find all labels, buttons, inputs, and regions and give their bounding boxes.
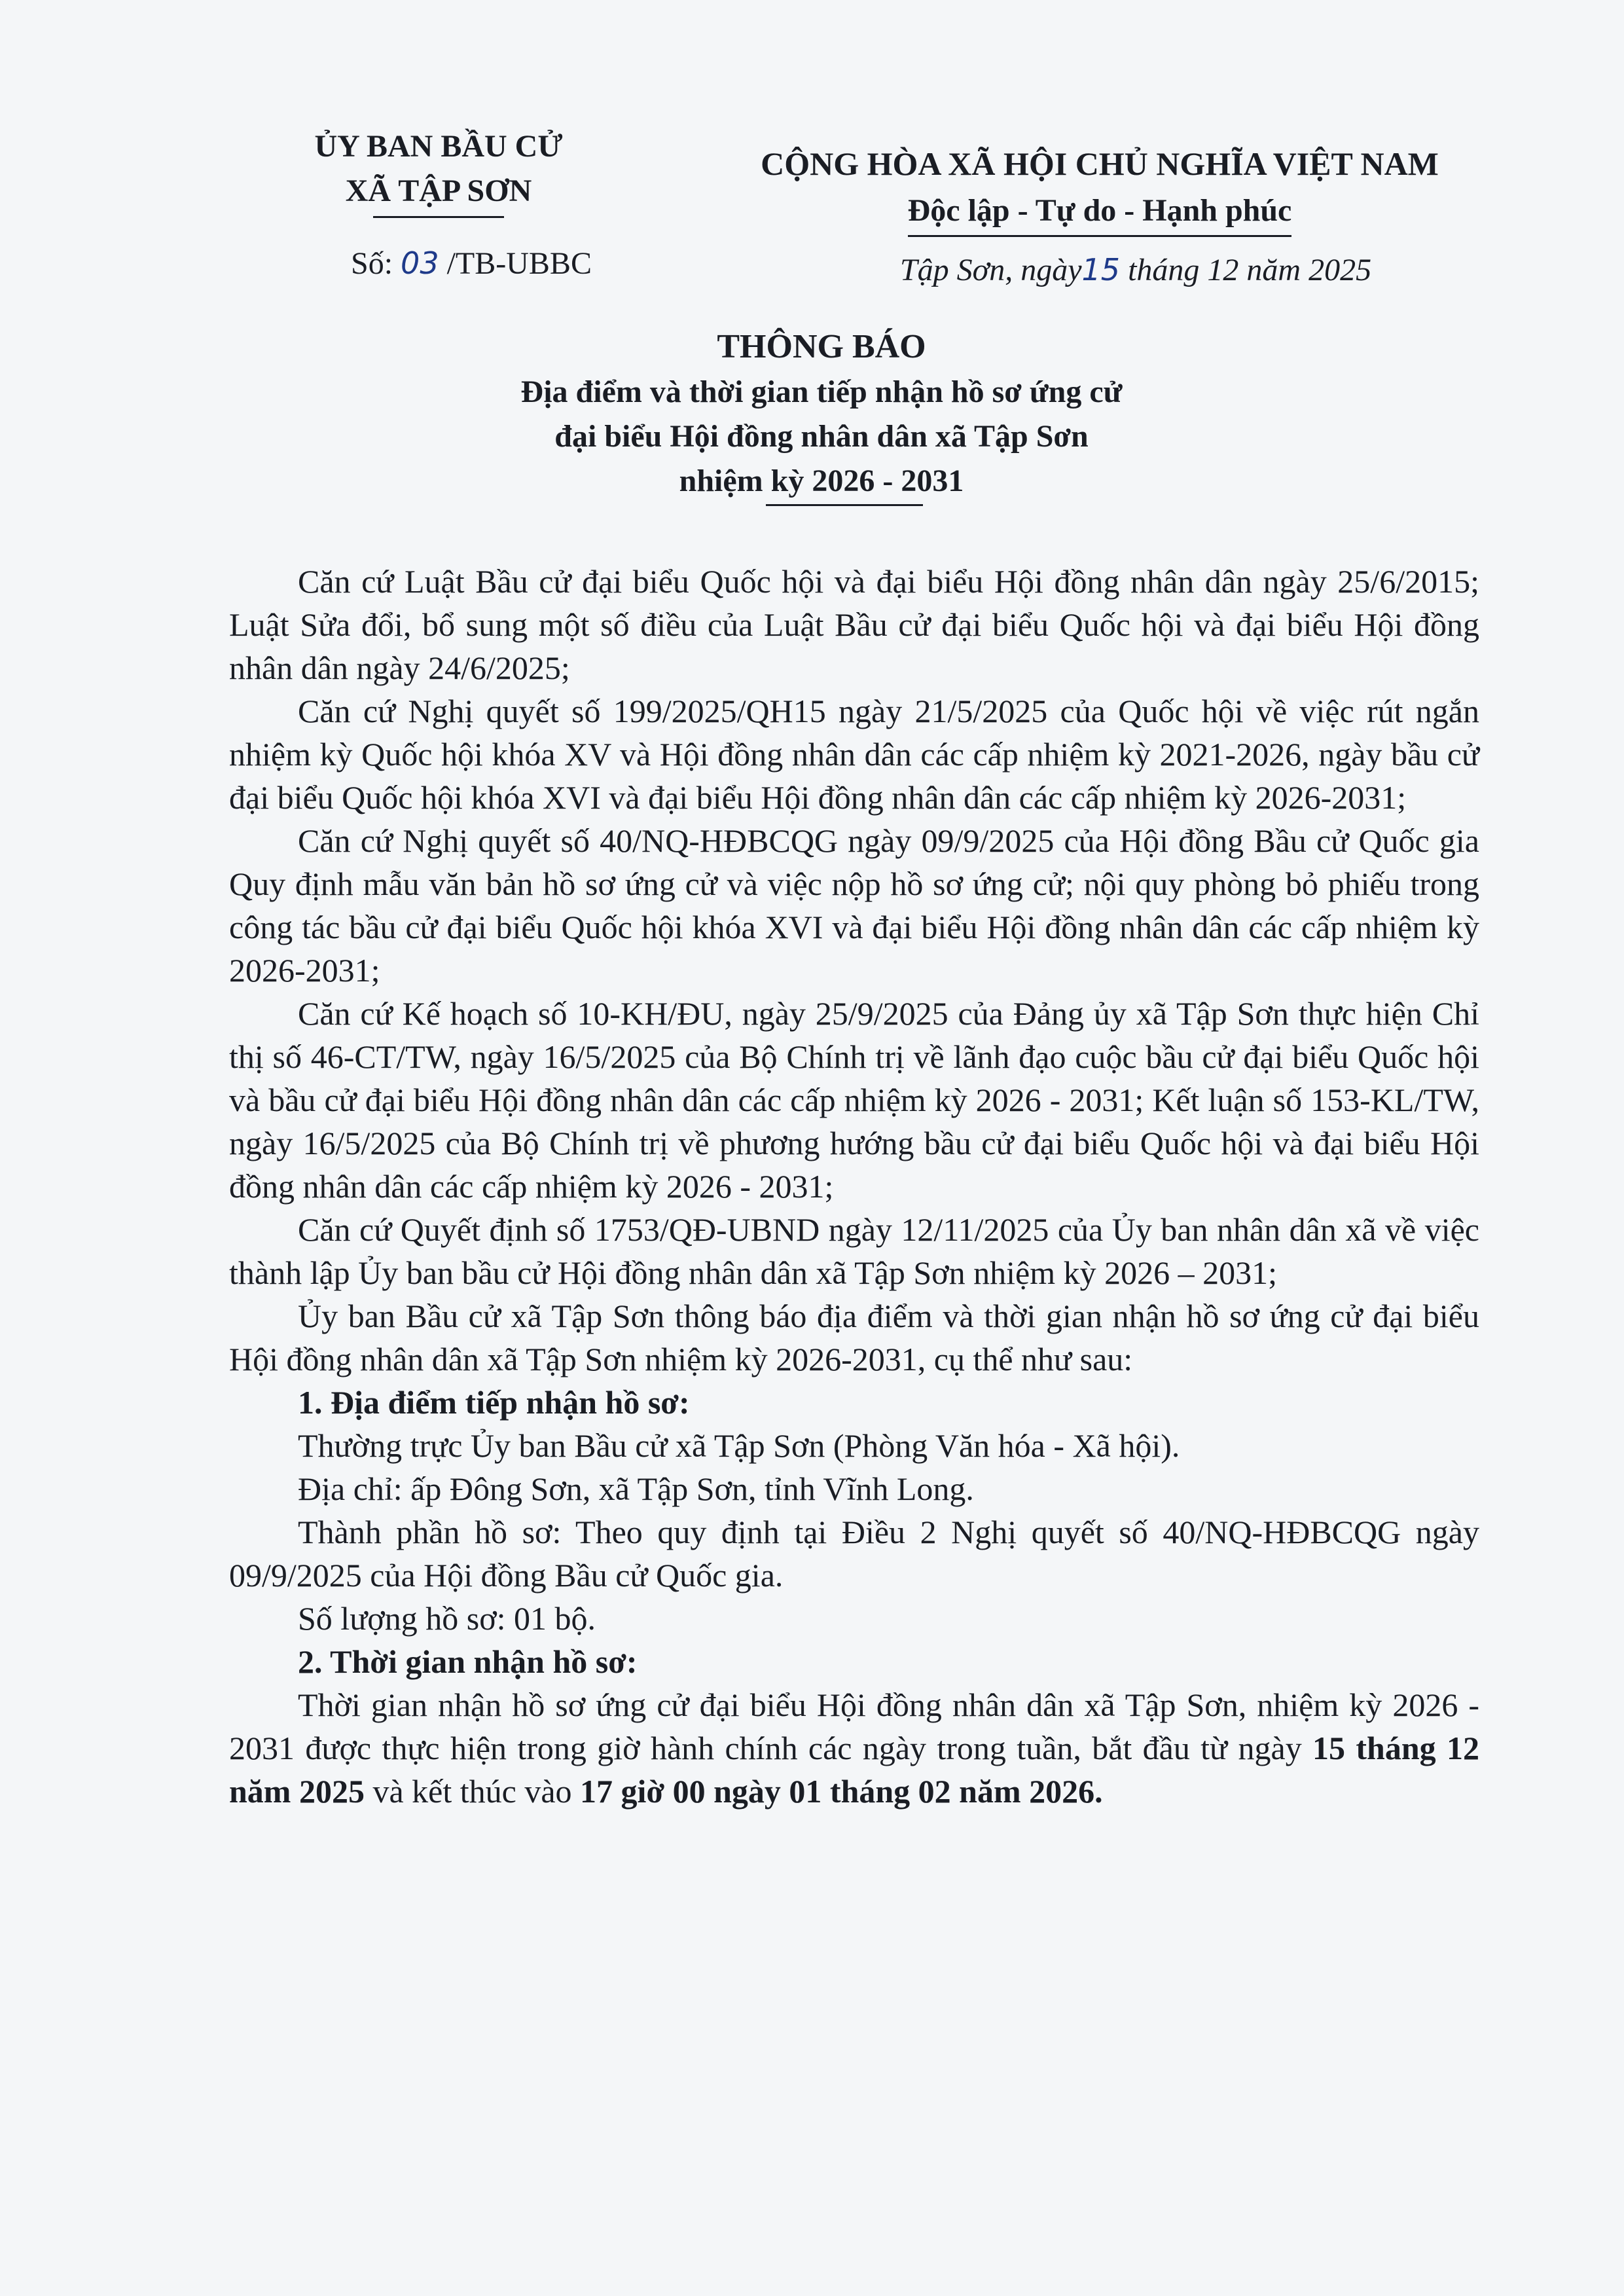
notice-subtitle-2: đại biểu Hội đồng nhân dân xã Tập Sơn [554,419,1089,454]
notice-body [229,560,1479,1813]
end-date: 17 giờ 00 ngày 01 tháng 02 năm 2026. [580,1773,1103,1810]
section-1-quantity: Số lượng hồ sơ: 01 bộ. [298,1600,596,1637]
legal-basis-1: Căn cứ Luật Bầu cử đại biểu Quốc hội và đại biểu Hội đồng nhân dân ngày 25/6/2015; Luật Sửa đổi, bổ sung một số điều của Luật Bầu cử đại biểu Quốc hội và đại biểu Hội đồng nhân dân ngày 24/6/2025; [229,563,1479,686]
legal-basis-3: Căn cứ Nghị quyết số 40/NQ-HĐBCQG ngày 09/9/2025 của Hội đồng Bầu cử Quốc gia Quy định mẫu văn bản hồ sơ ứng cử và việc nộp hồ sơ ứng cử; nội quy phòng bỏ phiếu trong công tác bầu cử đại biểu Quốc hội khóa XVI và đại biểu Hội đồng nhân dân các cấp nhiệm kỳ 2026-2031; [229,822,1479,989]
section-1-heading: 1. Địa điểm tiếp nhận hồ sơ: [298,1384,690,1421]
section-2-schedule [229,1683,1479,1813]
schedule-text-1: Thời gian nhận hồ sơ ứng cử đại biểu Hội đồng nhân dân xã Tập Sơn, nhiệm kỳ 2026 - 2031 được thực hiện trong giờ hành chính các ngày trong tuần, bắt đầu từ ngày [229,1686,1479,1766]
schedule-text-2: và kết thúc vào [364,1773,581,1810]
legal-basis-4: Căn cứ Kế hoạch số 10-KH/ĐU, ngày 25/9/2025 của Đảng ủy xã Tập Sơn thực hiện Chỉ thị số 46-CT/TW, ngày 16/5/2025 của Bộ Chính trị về lãnh đạo cuộc bầu cử đại biểu Quốc hội và bầu cử đại biểu Hội đồng nhân dân các cấp nhiệm kỳ 2026 - 2031; Kết luận số 153-KL/TW, ngày 16/5/2025 của Bộ Chính trị về phương hướng bầu cử đại biểu Quốc hội và đại biểu Hội đồng nhân dân các cấp nhiệm kỳ 2026 - 2031; [229,995,1479,1205]
org-underline [373,216,504,218]
notice-subtitle-3: nhiệm kỳ 2026 - 2031 [679,464,964,498]
section-2-heading: 2. Thời gian nhận hồ sơ: [298,1643,638,1680]
doc-number-prefix: Số: [351,246,393,281]
section-1-documents: Thành phần hồ sơ: Theo quy định tại Điều 2 Nghị quyết số 40/NQ-HĐBCQG ngày 09/9/2025 của Hội đồng Bầu cử Quốc gia. [229,1514,1479,1594]
nation-title: CỘNG HÒA XÃ HỘI CHỦ NGHĨA VIỆT NAM [761,145,1439,182]
org-line-2: XÃ TẬP SƠN [345,173,532,208]
notice-subtitle-1: Địa điểm và thời gian tiếp nhận hồ sơ ứng cử [520,374,1123,409]
section-1-address: Địa chỉ: ấp Đông Sơn, xã Tập Sơn, tỉnh Vĩnh Long. [298,1470,974,1507]
date-prefix: Tập Sơn, ngày [899,253,1082,287]
issuing-organization [229,124,648,213]
document-date [766,252,1506,288]
national-header [694,141,1506,237]
notice-title: THÔNG BÁO [717,328,926,365]
announcement-intro: Ủy ban Bầu cử xã Tập Sơn thông báo địa điểm và thời gian nhận hồ sơ ứng cử đại biểu Hội đồng nhân dân xã Tập Sơn nhiệm kỳ 2026-2031, cụ thể như sau: [229,1298,1479,1377]
doc-number-handwritten: 03 [401,246,439,281]
doc-number-suffix: /TB-UBBC [446,246,592,281]
date-day-handwritten: 15 [1081,252,1121,287]
notice-title-block [262,324,1381,503]
title-underline [766,504,923,506]
date-suffix: tháng 12 năm 2025 [1128,253,1372,287]
document-number [268,246,674,282]
legal-basis-2: Căn cứ Nghị quyết số 199/2025/QH15 ngày 21/5/2025 của Quốc hội về việc rút ngắn nhiệm kỳ Quốc hội khóa XV và Hội đồng nhân dân các cấp nhiệm kỳ 2021-2026, ngày bầu cử đại biểu Quốc hội khóa XVI và đại biểu Hội đồng nhân dân các cấp nhiệm kỳ 2026-2031; [229,693,1479,816]
national-motto: Độc lập - Tự do - Hạnh phúc [908,188,1292,237]
section-1-office: Thường trực Ủy ban Bầu cử xã Tập Sơn (Phòng Văn hóa - Xã hội). [298,1427,1180,1464]
org-line-1: ỦY BAN BẦU CỬ [314,129,563,164]
start-date: 15 tháng 12 năm 2025 [229,1730,1480,1810]
legal-basis-5: Căn cứ Quyết định số 1753/QĐ-UBND ngày 12/11/2025 của Ủy ban nhân dân xã về việc thành lập Ủy ban bầu cử Hội đồng nhân dân xã Tập Sơn nhiệm kỳ 2026 – 2031; [229,1211,1479,1291]
